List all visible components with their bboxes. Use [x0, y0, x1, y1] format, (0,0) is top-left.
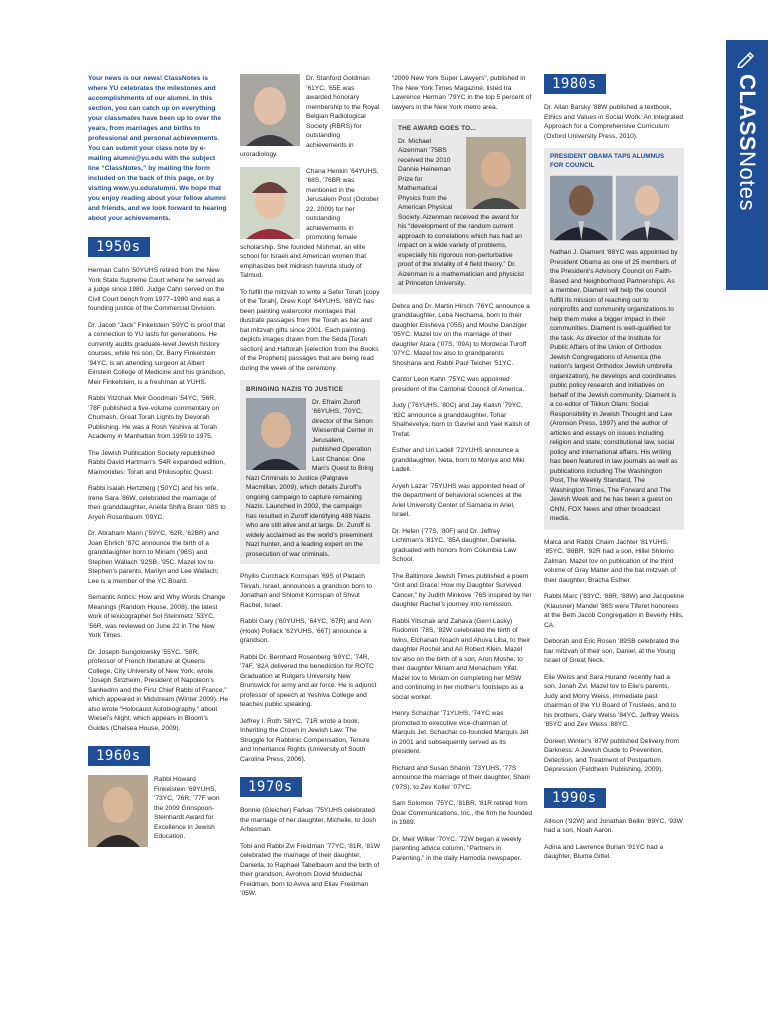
note: Herman Cahn ’50YUHS retired from the New York State Supreme Court where he served as a judge since 1980. Judge Cahn served on the Civil Court bench from 1977–1980 and was a founding justice of the Commercial Division.: [88, 267, 225, 312]
note: Chana Henkin ’64YUHS, ’68S, ’76BR was mentioned in the Jerusalem Post (October 22, 2009) for her outstanding achievements in promoting female scholarship. She founded Nishmat, an elite school for Israeli and American women that emphasizes beit midrash havruta study of Talmud.: [240, 167, 379, 279]
note: Bonnie (Gleicher) Farkas ’75YUHS celebrated the marriage of her daughter, Michelle, to Josh Arbesman.: [240, 807, 376, 833]
note: Rabbi Yitschak and Zahava (Gerri Lasky) Rudomin ’78S, ’82W celebrated the birth of twins, Elchanan Noach and Ahuva Liba, to their daughter Rochel and Ari Robert Klein. Mazel tov also on the birth of a son, Aron Moshe, to their daughter Miriam and Menachem Yifat. Mazel tov to Miriam on completing her MSW and continuing in her mother’s footsteps as a social worker.: [392, 617, 531, 701]
note: Dr. Allan Barsky ’88W published a textbook, Ethics and Values in Social Work: An Integrated Approach for a Comprehensive Curriculum (Oxford University Press, 2010).: [544, 104, 684, 140]
note: Jeffrey I. Roth ’58YC, ’71R wrote a book, Inheriting the Crown in Jewish Law: The Struggle for Rabbinic Compensation, Tenure and Inheritance Rights (University of South Carolina Press, 2006).: [240, 717, 370, 763]
column-3: [392, 74, 532, 870]
note: Rabbi Isaiah Hertzberg (’50YC) and his wife, Irene Sara ’86W, celebrated the marriage of their granddaughter, Ariella Shifra Bram ’08S to Aryeh Rosenbaum ’09YC.: [88, 485, 226, 521]
note: Debra and Dr. Martin Hirsch ’76YC announce a granddaughter, Leba Nechama, born to their daughter Elisheva (’05S) and Moshe Danziger ’05YC. Mazel tov on the marriage of their daughter Atara (’07S, ’09A) to Mordecai Turoff ’07YC. Mazel tov also to grandparents Shoshana and Rabbi Paul Teicher ’51YC.: [392, 302, 530, 367]
box-title: PRESIDENT OBAMA TAPS ALUMNUS FOR COUNCIL: [550, 153, 665, 169]
note: Deborah and Eric Rosen ’89SB celebrated the bar mitzvah of their son, Daniel, at the Young Israel of Great Neck.: [544, 638, 680, 664]
column-4: [544, 74, 684, 869]
portrait-photo: [466, 137, 526, 209]
obama-box: [544, 148, 684, 530]
section-title-light: Notes: [735, 151, 760, 212]
note: Dr. Jacob “Jack” Finkelstein ’59YC is proof that a connection to YU lasts for generations. He currently audits graduate-level Jewish history courses, while his son, Dr. Barry Finkelstein ’94YC, is an attending surgeon at Albert Einstein College of Medicine and his grandson, Meir Finkelstein, is a freshman at YUHS.: [88, 321, 226, 386]
note: Allison (’92W) and Jonathan Bellin ’89YC, ’93W had a son, Noah Aaron.: [544, 817, 683, 834]
note: Dr. Efraim Zuroff ’66YUHS, ’70YC, director of the Simon Wiesenthal Center in Jerusalem, published Operation Last Chance: One Man’s Quest to Bring Nazi Criminals to Justice (Palgrave Macmillan, 2009), which details Zuroff’s ongoing campaign to capture remaining Nazis. Launched in 2002, the campaign has resulted in Zuroff identifying 488 Nazis who are still alive and at large. Dr. Zuroff is widely acclaimed as the world’s preeminent Nazi hunter, and a leading expert on the prosecution of war criminals.: [246, 398, 374, 558]
note: Phyllis Curchack Kornspan ’69S of Pletach Tikvah, Israel, announces a grandson born to Jonathan and Shlomit Kornspan of Shvut Rachel, Israel.: [240, 573, 373, 609]
portrait-photo: [240, 167, 300, 239]
portrait-photo: [246, 398, 306, 470]
note: The Baltimore Jewish Times published a poem “Grit and Grace: How my Daughter Survived Cancer,” by Judith Minkove ’76S inspired by her daughter Rachel’s journey into remission.: [392, 572, 532, 608]
nazis-box: [240, 380, 380, 564]
note: Dr. Abraham Mann (’59YC, ’62R, ’62BR) and Joan Ehrlich ’87C announce the birth of a granddaughter born to Miriam (’96S) and Stephen Wallach ’92SB, ’95C. Mazel tov to Stephen’s parents, Marilyn and Lee Wallach; Lee is a member of the YC Board.: [88, 530, 219, 585]
intro-text: Your news is our news! ClassNotes is where YU celebrates the milestones and accomplishments of our alumni. In this section, you can catch up on everything your classmates have been up to over the years, from marriages and births to professional and personal achievements. You can submit your class note by e-mailing alumni@yu.edu with the subject line “ClassNotes,” by mailing the form included on the back of this page, or by visiting www.yu.edu/alumni. We hope that you enjoy reading about your fellow alumni and friends, and we look forward to hearing about your achievements.: [88, 75, 227, 222]
decade-1950s: 1950s: [88, 237, 150, 257]
note: Malca and Rabbi Chaim Jachter ’81YUHS, ’85YC, ’88BR, ’92R had a son, Hillel Shlomo Zalman. Mazel tov on publication of the third volume of Gray Matter and the bat mitzvah of their daughter, Bracha Esther.: [544, 538, 676, 584]
decade-1960s: 1960s: [88, 746, 150, 766]
box-title: BRINGING NAZIS TO JUSTICE: [246, 386, 344, 393]
note: Judy (’76YUHS, ’80C) and Jay Kalish ’79YC, ’82C announce a granddaughter, Tohar Shalhevetya, born to Gavriel and Yael Kalish of Trefat.: [392, 402, 530, 438]
note: Dr. Meir Wilker ’70YC, ’72W began a weekly parenting advice column, “Partners in Parenting,” in the daily Hamodia newspaper.: [392, 835, 522, 862]
note: Adina and Lawrence Burian ’91YC had a daughter, Bluma Gittel.: [544, 843, 664, 860]
note: Doreen Winter’s ’87W published Delivery from Darkness: A Jewish Guide to Prevention, Detection, and Treatment of Postpartum Depression (Feldheim Publishing, 2009).: [544, 737, 679, 773]
note: Esther and Uri Ladell ’72YUHS announce a granddaughter, Neta, born to Moriya and Miki Ladell.: [392, 447, 525, 473]
note: Rabbi Dr. Bernhard Rosenberg ’69YC, ’74R, ’74F, ’82A delivered the benediction for ROTC Graduation at Rutgers University New Brunswick for army and air force. He is adjunct professor of speech at Yeshiva College and teaches public speaking.: [240, 653, 377, 708]
note: Rabbi Gary (’60YUHS, ’64YC, ’67R) and Ann (Hook) Pollack ’62YUHS, ’66T) announce a grandson.: [240, 618, 372, 644]
note: Henry Schachar ’71YUHS, ’74YC was promoted to executive vice-chairman of Marquis Jet. Schachar co-founded Marquis Jet in 2001 and subsequently served as its president.: [392, 710, 529, 755]
note: Cantor Leon Kahn ’75YC was appointed president of the Cantorial Council of America.: [392, 376, 525, 393]
decade-1980s: 1980s: [544, 74, 606, 94]
note: Tobi and Rabbi Zvi Freidman ’77YC, ’81R, ’81W celebrated the marriage of their daughter, Daniella, to Raphael Tabelbaum and the birth of their grandson, Avrohom Dovid Moidechai Freidman, born to Aviva and Eliav Freidman ’05W.: [240, 842, 380, 897]
note: To fulfill the mitzvah to write a Sefer Torah [copy of the Torah], Drew Kopf ’64YUHS, ’68YC has been painting watercolor montages that illustrate passages from the Torah as bar and bat mitzvah gifts since 2001. Each painting depicts images drawn from the Seda [Torah section] and Haftorah [selection from the Books of the Prophets] passages that are being read during the week of the ceremony.: [240, 288, 380, 372]
column-1: [88, 74, 228, 850]
award-box: [392, 119, 532, 294]
section-title-bold: CLASS: [735, 74, 760, 152]
portrait-photo: [550, 174, 613, 242]
note: Nathan J. Diament ’88YC was appointed by President Obama as one of 25 members of the President’s Advisory Council on Faith-Based and Neighborhood Partnerships. As a member, Diament will help the council fulfill its mission of reaching out to nonprofits and community organizations to help them make a bigger impact in their communities. Diament is well-qualified for the task. As director of the Institute for Public Affairs of the Union of Orthodox Jewish Congregations of America (the nation’s largest Orthodox Jewish umbrella organization), he develops and coordinates public policy research and initiatives on behalf of the Jewish community. Diament is a co-editor of Tikkun Olam: Social Responsibility in Jewish Thought and Law (Aronson Press, 1997) and the author of articles and essays on issues including religion and state, constitutional law, social policy and international affairs. His writing has been featured in law journals as well as publications including The Washington Post, The Weekly Standard, The Washington Times, The Forward and The Jewish Week and he has been a guest on CNN, FOX News and other broadcast media.: [550, 249, 678, 522]
note: Rabbi Yitzchak Meir Goodman ’54YC, ’56R, ’78F published a five-volume commentary on Chumash, Great Torah Lights by Devorah Publishing. He was a Rosh Yeshiva at Torah Academy in Manhattan from 1959 to 1975.: [88, 395, 220, 440]
note: Semantic Antics: How and Why Words Change Meanings (Random House, 2008), the latest work of lexicographer Sol Steinmetz ’53YC, ’56R, was reviewed on June 22 in The New York Times.: [88, 594, 226, 639]
note: Sam Solomon ’75YC, ’81BR, ’81R retired from Doar Communications, Inc., the firm he founded in 1989.: [392, 800, 533, 826]
note: Dr. Michael Aizenman ’75BS received the 2010 Dannie Heineman Prize for Mathematical Physics from the American Physical Society. Aizenman received the award for his “development of the random current approach to correlations which has had an impact on a wide variety of problems, especially his rigorous non-perturbative proof of the triviality of 4 field theory.” Dr. Aizenman is a mathematician and physicist at Princeton University.: [398, 137, 525, 287]
note: Richard and Susan Shanin ’73YUHS, ’77S announce the marriage of their daughter, Shani (’07S), to Zev Koller ’07YC.: [392, 764, 530, 791]
decade-1970s: 1970s: [240, 777, 302, 797]
note: “2009 New York Super Lawyers”, published in The New York Times Magazine, listed Ira Lawrence Herman ’79YC in the top 5 percent of lawyers in the New York metro area.: [392, 75, 532, 111]
note: Rabbi Marc (’83YC, ’88R, ’88W) and Jacqueline (Klausner) Mandel ’86S were Tiferet honorees at the Beth Jacob Congregation in Beverly Hills, CA.: [544, 593, 684, 629]
note: Rabbi Howard Finkelstein ’69YUHS, ’73YC, ’76R, ’77F won the 2009 Grinspoon-Steinhardt Award for Excellence in Jewish Education.: [154, 776, 220, 840]
note: Dr. Stanford Goldman ’61YC, ’65E was awarded honorary membership to the Royal Belgian Radiological Society (RBRS) for outstanding achievements in uroradiology.: [240, 75, 380, 158]
note: Aryeh Lazar ’75YUHS was appointed head of the department of behavioral sciences at the Ariel University Center of Samaria in Ariel, Israel.: [392, 482, 525, 518]
pencil-icon: [736, 52, 758, 68]
classnotes-tab-label: [729, 52, 765, 282]
obama-photo: [550, 174, 678, 242]
portrait-photo: [616, 174, 679, 242]
note: Dr. Helen (’77S, ’80F) and Dr. Jeffrey Lichtman’s ’81YC, ’85A daughter, Daniella, graduated with honors from Columbia Law School.: [392, 527, 517, 563]
note: Dr. Joseph Sungolowsky ’55YC, ’58R, professor of French literature at Queens College, City University of New York, wrote “Joseph Sinzheim, President of Napoleon’s Sanhedrin and the First Chief Rabbi of France,” which appeared in Midstream (Winter 2009). He also wrote “Holocaust Autobiography,” about Wiesel’s Night, which appears in Bloom’s Guides (Chelsea House, 2009).: [88, 648, 228, 732]
column-2: [240, 74, 380, 906]
note: The Jewish Publication Society republished Rabbi David Hartman’s ’54R expanded edition, Maimonides: Torah and Philosophic Quest.: [88, 449, 225, 476]
note: Elie Weiss and Sara Hurand recently had a son, Jonah Zvi. Mazel tov to Elie’s parents, Judy and Morry Weiss, immediate past chairman of the YU Board of Trustees, and to his brothers, Gary Weiss ’84YC, Jeffrey Weiss ’85YC and Zev Weiss ’88YC.: [544, 673, 679, 728]
portrait-photo: [88, 775, 148, 847]
portrait-photo: [240, 74, 300, 146]
decade-1990s: 1990s: [544, 788, 606, 808]
box-title: THE AWARD GOES TO...: [398, 125, 477, 132]
